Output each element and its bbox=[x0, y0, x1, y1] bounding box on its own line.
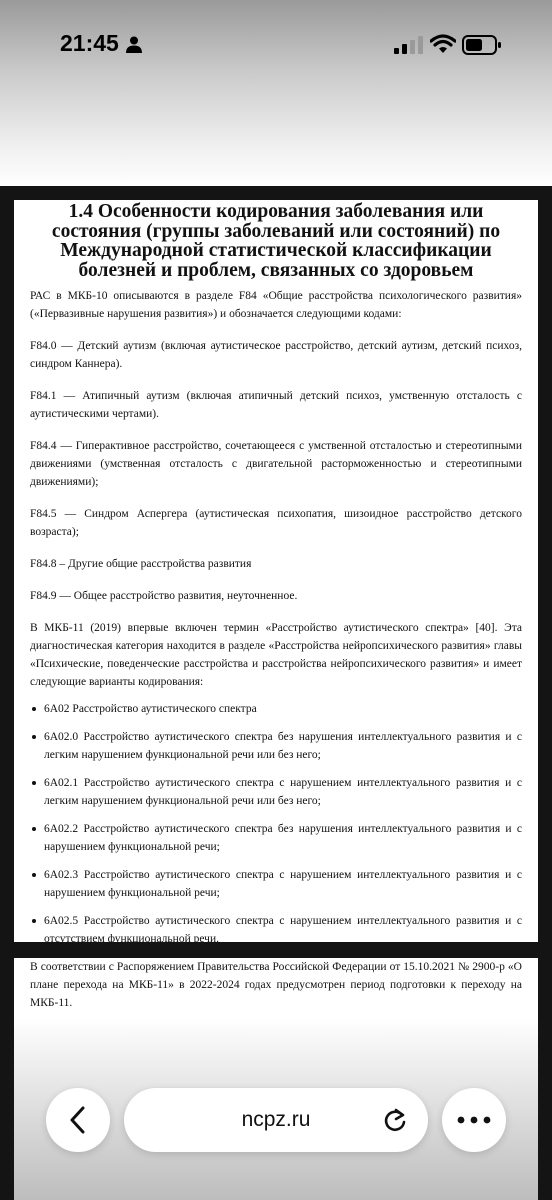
more-dots-icon bbox=[457, 1116, 491, 1124]
document-page bbox=[14, 958, 538, 1200]
back-button[interactable] bbox=[46, 1088, 110, 1152]
list-item: 6A02.1 Расстройство аутистического спектра с нарушением интеллектуального развития и с легким нарушением функциональной речи или без него; bbox=[30, 774, 522, 810]
cellular-signal-icon bbox=[394, 36, 424, 54]
paragraph: F84.0 — Детский аутизм (включая аутистическое расстройство, детский аутизм, детский психоз, синдром Каннера). bbox=[30, 340, 522, 370]
list-item: 6A02 Расстройство аутистического спектра bbox=[30, 700, 522, 718]
url-text: ncpz.ru bbox=[241, 1108, 311, 1131]
paragraph: F84.8 – Другие общие расстройства развития bbox=[30, 558, 252, 570]
section-title: 1.4 Особенности кодирования заболевания или состояния (группы заболеваний или состояний) по Международной статистической классификации болезней и проблем, связанных со здоровьем bbox=[51, 201, 501, 281]
document-page bbox=[14, 200, 538, 945]
list-item: 6A02.3 Расстройство аутистического спектра с нарушением интеллектуального развития и с нарушением функциональной речи; bbox=[30, 866, 522, 902]
list-item: 6A02.2 Расстройство аутистического спектра без нарушения интеллектуального развития и с нарушением функциональной речи; bbox=[30, 820, 522, 856]
address-bar[interactable] bbox=[124, 1088, 428, 1152]
paragraph: F84.5 — Синдром Аспергера (аутистическая психопатия, шизоидное расстройство детского возраста); bbox=[30, 508, 522, 538]
paragraph: F84.1 — Атипичный аутизм (включая атипичный детский психоз, умственную отсталость с аутистическими чертами). bbox=[30, 390, 522, 420]
status-time: 21:45 bbox=[60, 30, 119, 56]
wifi-icon bbox=[430, 34, 456, 54]
list-item: 6A02.0 Расстройство аутистического спектра без нарушения интеллектуального развития и с легким нарушением функциональной речи или без него; bbox=[30, 728, 522, 764]
reload-icon[interactable] bbox=[382, 1107, 408, 1133]
paragraph: В соответствии с Распоряжением Правительства Российской Федерации от 15.10.2021 № 2900-р «О плане перехода на МКБ-11» в 2022-2024 годах предусмотрен период подготовки к переходу на МКБ-11. bbox=[30, 961, 522, 1009]
status-bar bbox=[0, 0, 552, 186]
coding-variants-list bbox=[30, 700, 522, 948]
person-icon bbox=[126, 36, 142, 53]
chevron-left-icon bbox=[67, 1106, 89, 1134]
more-button[interactable] bbox=[442, 1088, 506, 1152]
list-item: 6A02.5 Расстройство аутистического спектра с нарушением интеллектуального развития и с отсутствием функциональной речи. bbox=[30, 912, 522, 948]
battery-icon bbox=[462, 35, 502, 55]
paragraph: В МКБ-11 (2019) впервые включен термин «Расстройство аутистического спектра» [40]. Эта диагностическая категория находится в разделе «Расстройства нейропсихического развития» главы «Психические, поведенческие расстройства и расстройства нейропсихического развития» и имеет следующие варианты кодирования: bbox=[30, 622, 522, 688]
paragraph: F84.9 — Общее расстройство развития, неуточненное. bbox=[30, 590, 298, 602]
paragraph: РАС в МКБ-10 описываются в разделе F84 «Общие расстройства психологического развития» («Первазивные нарушения развития») и обозначается следующими кодами: bbox=[30, 290, 522, 320]
paragraph: F84.4 — Гиперактивное расстройство, сочетающееся с умственной отсталостью и стереотипными движениями (умственная отсталость с двигательной расторможенностью и стереотипными движениями); bbox=[30, 440, 522, 488]
